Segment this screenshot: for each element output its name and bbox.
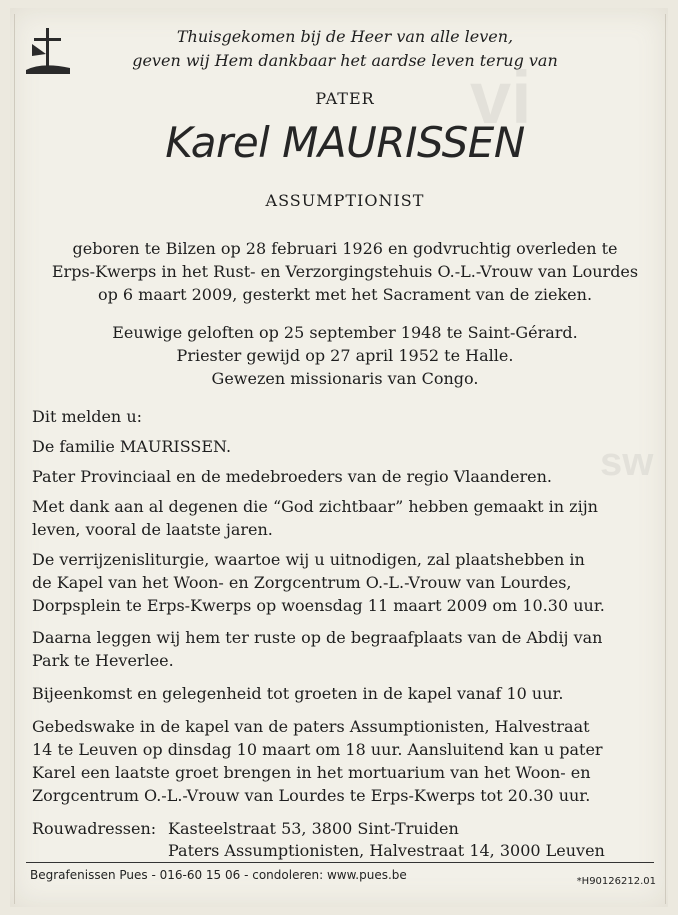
address-1: Kasteelstraat 53, 3800 Sint-Truiden [168, 819, 459, 838]
wake-line-2: 14 te Leuven op dinsdag 10 maart om 18 uur. Aansluitend kan u pater [32, 740, 603, 759]
deceased-name: Karel MAURISSEN [165, 118, 525, 167]
address-2: Paters Assumptionisten, Halvestraat 14, 3000 Leuven [168, 841, 605, 860]
vows-line-1: Eeuwige geloften op 25 september 1948 te Saint-Gérard. [112, 323, 578, 342]
liturgy-line-1: De verrijzenisliturgie, waartoe wij u uitnodigen, zal plaatshebben in [32, 550, 585, 569]
liturgy-line-3: Dorpsplein te Erps-Kwerps op woensdag 11 maart 2009 om 10.30 uur. [32, 596, 605, 615]
footer-divider [26, 862, 654, 863]
burial-line-1: Daarna leggen wij hem ter ruste op de begraafplaats van de Abdij van [32, 628, 603, 647]
footer-funeral-home: Begrafenissen Pues - 016-60 15 06 - condoleren: www.pues.be [30, 868, 407, 882]
title-pater: PATER [315, 89, 375, 108]
addresses-label: Rouwadressen: [32, 819, 157, 838]
thanks-line-2: leven, vooral de laatste jaren. [32, 520, 273, 539]
order-label: ASSUMPTIONIST [265, 191, 425, 210]
bleed-through-shadow-2: sw [600, 440, 654, 484]
thanks-line-1: Met dank aan al degenen die “God zichtbaar” hebben gemaakt in zijn [32, 497, 598, 516]
vows-line-2: Priester gewijd op 27 april 1952 te Halle. [176, 346, 514, 365]
wake-line-1: Gebedswake in de kapel van de paters Assumptionisten, Halvestraat [32, 717, 590, 736]
wake-line-4: Zorgcentrum O.-L.-Vrouw van Lourdes te Erps-Kwerps tot 20.30 uur. [32, 786, 591, 805]
intro-line-1: Thuisgekomen bij de Heer van alle leven, [176, 27, 514, 46]
wake-line-3: Karel een laatste groet brengen in het mortuarium van het Woon- en [32, 763, 591, 782]
burial-line-2: Park te Heverlee. [32, 651, 174, 670]
birth-line-3: op 6 maart 2009, gesterkt met het Sacrament van de zieken. [97, 285, 593, 304]
liturgy-line-2: de Kapel van het Woon- en Zorgcentrum O.-L.-Vrouw van Lourdes, [32, 573, 572, 592]
birth-line-1: geboren te Bilzen op 28 februari 1926 en godvruchtig overleden te [72, 239, 618, 258]
family: De familie MAURISSEN. [32, 437, 232, 456]
intro-line-2: geven wij Hem dankbaar het aardse leven terug van [132, 51, 558, 70]
birth-line-2: Erps-Kwerps in het Rust- en Verzorgingstehuis O.-L.-Vrouw van Lourdes [51, 262, 639, 281]
reference-code: *H90126212.01 [576, 876, 656, 887]
vows-line-3: Gewezen missionaris van Congo. [211, 369, 479, 388]
announce: Dit melden u: [32, 407, 143, 426]
bleed-through-shadow: vi [470, 56, 532, 139]
gathering: Bijeenkomst en gelegenheid tot groeten in de kapel vanaf 10 uur. [32, 684, 564, 703]
provincial: Pater Provinciaal en de medebroeders van de regio Vlaanderen. [32, 467, 552, 486]
